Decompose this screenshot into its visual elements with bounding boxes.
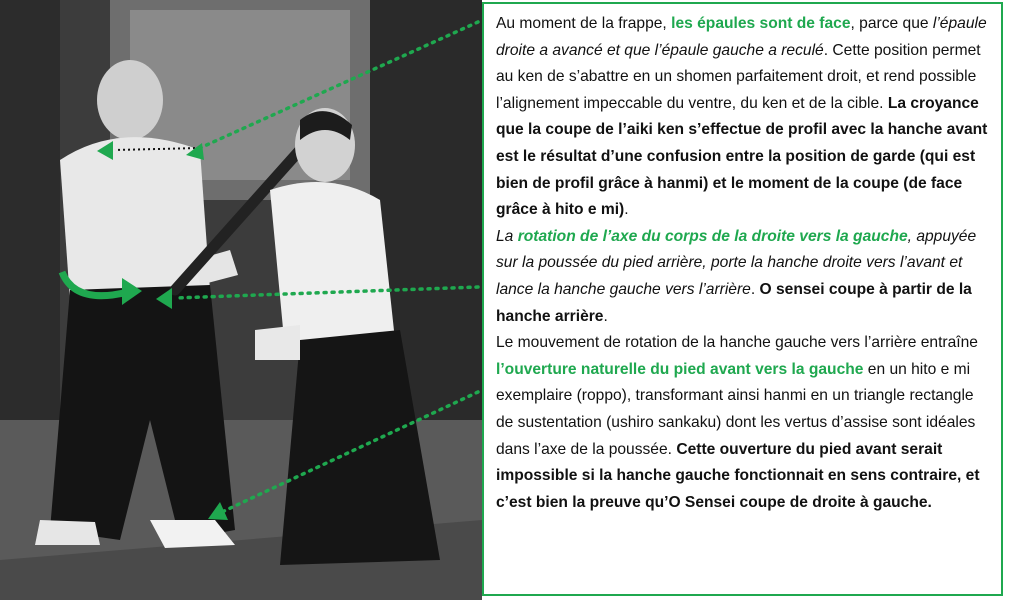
italic-run: l’épaule droite a avancé et que l’épaule gauche a reculé — [496, 15, 987, 59]
italic-run: La — [496, 227, 518, 245]
text-run: Au moment de la frappe, — [496, 15, 672, 32]
bold-run: La croyance que la coupe de l’aiki ken s’effectue de profil avec la hanche avant est le résultat d’une confusion entre la position de garde (qui est bien de profil grâce à hanmi) et le moment de la coupe (de face grâce à hito e mi) — [496, 94, 988, 219]
annotation-text-box — [482, 2, 1003, 596]
photo-illustration — [0, 0, 482, 600]
paragraph-rotation — [496, 224, 991, 330]
bold-run: Cette ouverture du pied avant serait impossible si la hanche gauche fonctionnait en sens contraire, et c’est bien la preuve qu’O Sensei coupe de droite à gauche. — [496, 440, 980, 511]
bold-run: O sensei coupe à partir de la hanche arrière — [496, 280, 972, 325]
paragraph-foot — [496, 330, 991, 516]
aikido-photo — [0, 0, 482, 600]
italic-run: , appuyée sur la poussée du pied arrière, porte la hanche droite vers l’avant et lance la hanche gauche vers l’arrière — [496, 227, 977, 298]
paragraph-shoulders — [496, 11, 991, 224]
highlight-foot: l’ouverture naturelle du pied avant vers la gauche — [496, 360, 864, 378]
highlight-rotation: rotation de l’axe du corps de la droite vers la gauche — [517, 227, 908, 245]
text-run: Le mouvement de rotation de la hanche gauche vers l’arrière entraîne — [496, 334, 978, 352]
highlight-shoulders: les épaules sont de face — [671, 15, 851, 32]
text-run: , parce que — [850, 15, 933, 32]
text-run: . — [603, 307, 608, 325]
text-run: . Cette position permet au ken de s’abattre en un shomen parfaitement droit, et rend possible l’alignement impeccable du ventre, du ken et de la cible. — [496, 41, 981, 112]
text-run: . — [750, 280, 760, 298]
text-run: . — [624, 201, 629, 219]
text-run: en un hito e mi exemplaire (roppo), transformant ainsi hanmi en un triangle rectangle de sustentation (ushiro sankaku) dont les vertus d’assise sont idéales dans l’axe de la poussée. — [496, 360, 976, 458]
